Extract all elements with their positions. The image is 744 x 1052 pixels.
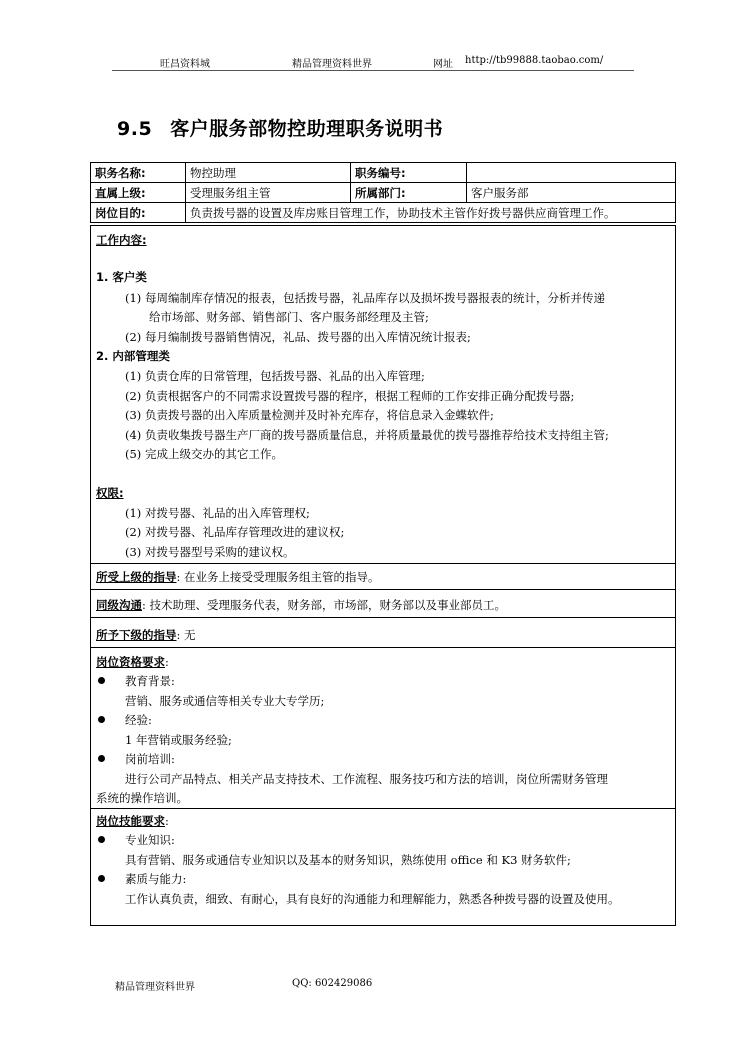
- quality-value: 工作认真负责，细致、有耐心，具有良好的沟通能力和理解能力，熟悉各种拨号器的设置及使用。: [125, 892, 620, 906]
- peer-communication-label: 同级沟通: [96, 598, 142, 612]
- guidance-received-section: [90, 563, 676, 590]
- skills-heading: 岗位技能要求: [96, 814, 165, 828]
- qualifications-heading: 岗位资格要求: [96, 655, 165, 669]
- experience-label: 经验:: [125, 713, 152, 727]
- qualifications-colon: :: [165, 655, 169, 669]
- list-item: (1) 每周编制库存情况的报表，包括拨号器，礼品库存以及损坏拨号器报表的统计，分析并传递: [125, 291, 605, 305]
- table-row: [91, 183, 676, 203]
- header-divider: [112, 70, 634, 71]
- superior-label: 直属上级:: [91, 183, 186, 203]
- guidance-given-text: : 无: [176, 628, 196, 642]
- job-info-table: [90, 162, 676, 223]
- table-row: [91, 203, 676, 223]
- peer-communication-text: : 技术助理、受理服务代表，财务部，市场部，财务部以及事业部员工。: [142, 598, 507, 612]
- header-url-link[interactable]: http://tb99888.taobao.com/: [465, 55, 604, 66]
- qualifications-section: [90, 647, 676, 809]
- list-item: (1) 负责仓库的日常管理，包括拨号器、礼品的出入库管理;: [125, 369, 425, 383]
- purpose-label: 岗位目的:: [91, 203, 186, 223]
- bullet-icon: [98, 755, 105, 762]
- list-item: (4) 负责收集拨号器生产厂商的拨号器质量信息，并将质量最优的拨号器推荐给技术支持组主管;: [125, 428, 609, 442]
- work-content-section: [90, 225, 676, 564]
- page-header: [0, 55, 744, 69]
- list-item: (2) 负责根据客户的不同需求设置拨号器的程序，根据工程师的工作安排正确分配拨号器;: [125, 389, 575, 403]
- work-content-heading: 工作内容:: [96, 233, 147, 247]
- job-no-label: 职务编号:: [351, 163, 467, 183]
- training-value-line1: 进行公司产品特点、相关产品支持技术、工作流程、服务技巧和方法的培训，岗位所需财务管理: [125, 772, 608, 786]
- list-item: (2) 对拨号器、礼品库存管理改进的建议权;: [125, 525, 345, 539]
- header-url-label: 网址: [433, 59, 453, 70]
- guidance-received-text: : 在业务上接受受理服务组主管的指导。: [176, 570, 380, 584]
- list-item: (3) 负责拨号器的出入库质量检测并及时补充库存，将信息录入金蝶软件;: [125, 408, 494, 422]
- knowledge-label: 专业知识:: [125, 833, 175, 847]
- header-left-text: 旺昌资料城: [160, 59, 210, 70]
- job-name-label: 职务名称:: [91, 163, 186, 183]
- list-item: (2) 每月编制拨号器销售情况，礼品、拨号器的出入库情况统计报表;: [125, 330, 471, 344]
- superior-value: 受理服务组主管: [186, 183, 351, 203]
- qualifications-heading-row: [96, 654, 169, 670]
- guidance-given-label: 所予下级的指导: [96, 628, 177, 642]
- list-item: (5) 完成上级交办的其它工作。: [125, 447, 283, 461]
- job-no-value: [467, 163, 676, 183]
- purpose-value: 负责拨号器的设置及库房账目管理工作，协助技术主管作好拨号器供应商管理工作。: [186, 203, 676, 223]
- bullet-icon: [98, 836, 105, 843]
- list-item: 给市场部、财务部、销售部门、客户服务部经理及主管;: [149, 310, 429, 324]
- table-row: [91, 163, 676, 183]
- experience-value: 1 年营销或服务经验;: [125, 733, 232, 747]
- footer-left-text: 精品管理资料世界: [115, 982, 195, 993]
- peer-communication-row: [96, 597, 506, 613]
- header-middle-text: 精品管理资料世界: [292, 59, 372, 70]
- education-value: 营销、服务或通信等相关专业大专学历;: [125, 694, 325, 708]
- training-label: 岗前培训:: [125, 752, 175, 766]
- training-value-line2: 系统的操作培训。: [96, 791, 188, 805]
- footer-qq-text: QQ: 602429086: [292, 978, 373, 989]
- bullet-icon: [98, 716, 105, 723]
- quality-label: 素质与能力:: [125, 872, 187, 886]
- title-text: 客户服务部物控助理职务说明书: [170, 118, 444, 140]
- document-title: [117, 114, 443, 141]
- skills-colon: :: [165, 814, 169, 828]
- customer-category-title: 1. 客户类: [96, 270, 147, 284]
- list-item: (1) 对拨号器、礼品的出入库管理权;: [125, 506, 310, 520]
- skills-section: [90, 808, 676, 926]
- guidance-received-row: [96, 569, 380, 585]
- authority-heading: 权限:: [96, 486, 124, 500]
- bullet-icon: [98, 875, 105, 882]
- knowledge-value: 具有营销、服务或通信专业知识以及基本的财务知识，熟练使用 office 和 K3 财务软件;: [125, 853, 571, 867]
- guidance-given-section: [90, 617, 676, 648]
- peer-communication-section: [90, 589, 676, 618]
- dept-label: 所属部门:: [351, 183, 467, 203]
- guidance-received-label: 所受上级的指导: [96, 570, 177, 584]
- bullet-icon: [98, 677, 105, 684]
- skills-heading-row: [96, 813, 169, 829]
- job-name-value: 物控助理: [186, 163, 351, 183]
- dept-value: 客户服务部: [467, 183, 676, 203]
- guidance-given-row: [96, 627, 196, 643]
- internal-management-title: 2. 内部管理类: [96, 349, 170, 363]
- education-label: 教育背景:: [125, 674, 175, 688]
- section-number: 9.5: [117, 118, 153, 140]
- list-item: (3) 对拨号器型号采购的建议权。: [125, 545, 295, 559]
